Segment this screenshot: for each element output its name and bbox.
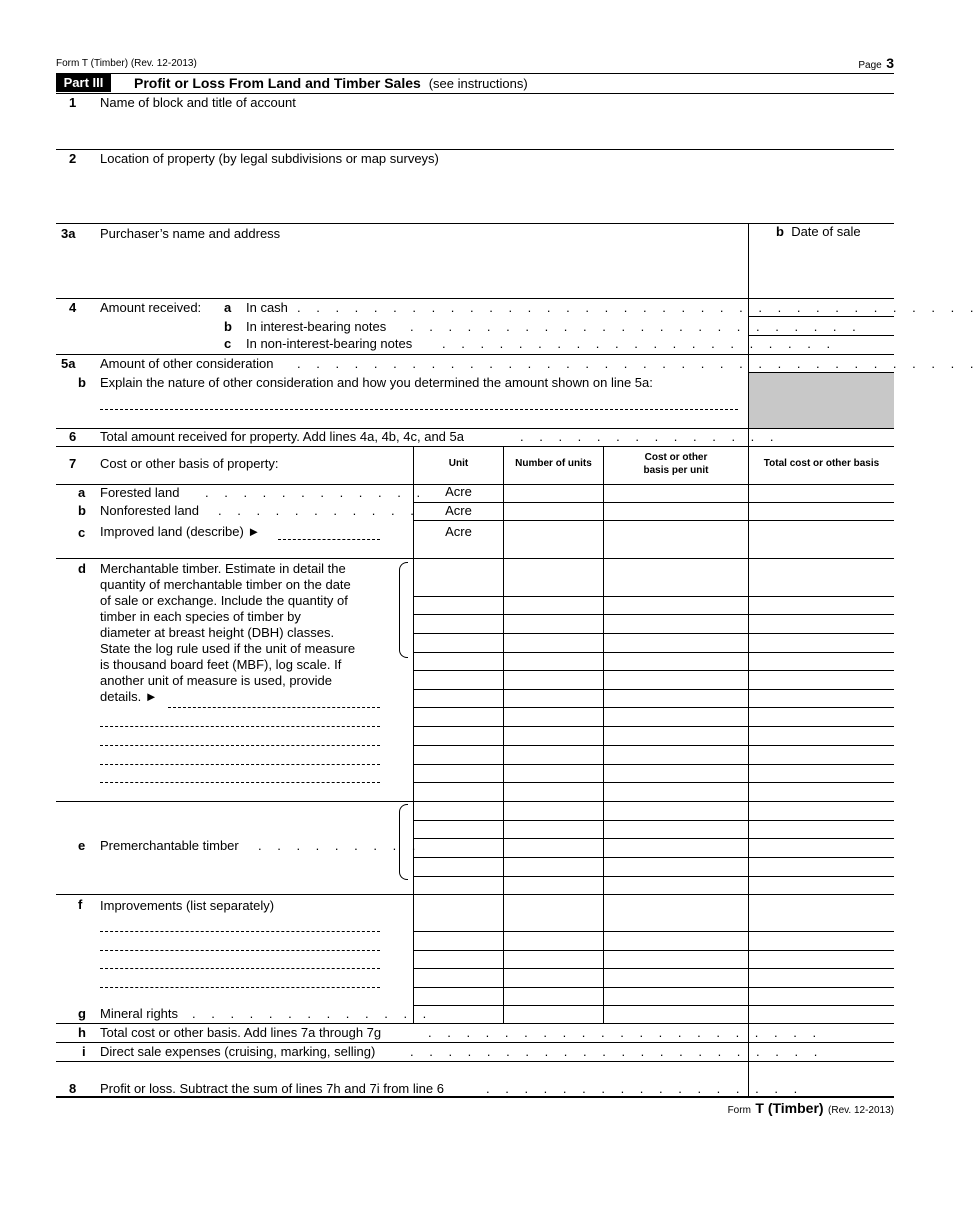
col-cost-header-line1: Cost or other [644, 452, 708, 463]
col-cost-header-line2: basis per unit [643, 465, 709, 476]
line-7d-letter: d [78, 561, 86, 576]
date-of-sale-label [776, 224, 861, 239]
line-5b-entry[interactable] [100, 409, 738, 410]
line-4c-amount[interactable] [750, 336, 893, 353]
line-5b-letter: b [78, 375, 86, 390]
line-7f-letter: f [78, 897, 83, 912]
col-number-header: Number of units [515, 458, 592, 469]
line-1-label: Name of block and title of account [100, 95, 296, 110]
line-7b-unit: Acre [445, 503, 472, 518]
line-4a-amount[interactable] [750, 299, 893, 316]
line-7c-unit: Acre [445, 524, 472, 539]
part-title [134, 75, 528, 91]
line-1-num: 1 [69, 95, 77, 110]
line-4b-dots: . . . . . . . . . . . . . . . . . . . . . . . . [410, 319, 862, 334]
line-4a-letter: a [224, 300, 232, 315]
footer-prefix: Form [727, 1105, 751, 1116]
line-2-label: Location of property (by legal subdivisions or map surveys) [100, 151, 439, 166]
line-5a-amount[interactable] [750, 355, 893, 372]
line-3b-text: Date of sale [791, 224, 861, 239]
line-7b-dots: . . . . . . . . . . . [218, 503, 420, 518]
line-7d-brace [399, 562, 408, 658]
col-cost-header [604, 451, 748, 477]
line-7f-entry-1[interactable] [100, 931, 380, 932]
line-7c-label: Improved land (describe) ► [100, 524, 261, 539]
line-7i-amount[interactable] [750, 1043, 893, 1061]
line-7d-text-6: State the log rule used if the unit of measure [100, 641, 356, 656]
line-7-num: 7 [69, 456, 77, 471]
line-7h-dots: . . . . . . . . . . . . . . . . . . . . . [428, 1025, 823, 1040]
part-title-text: Profit or Loss From Land and Timber Sales [134, 75, 421, 91]
part-note: (see instructions) [428, 76, 528, 91]
line-7c-describe[interactable] [278, 539, 380, 540]
form-id: Form T (Timber) (Rev. 12-2013) [56, 58, 197, 69]
line-4-num: 4 [69, 300, 77, 315]
line-7d-text-2: quantity of merchantable timber on the date [100, 577, 351, 592]
col-total-header: Total cost or other basis [763, 458, 880, 469]
line-4a-dots: . . . . . . . . . . . . . . . . . . . . . . . . . . . . . . . . . . . . [297, 300, 979, 315]
line-8-label: Profit or loss. Subtract the sum of lines 7h and 7i from line 6 [100, 1081, 444, 1096]
line-7a-dots: . . . . . . . . . . . . [205, 485, 427, 500]
line-7g-label: Mineral rights [100, 1006, 179, 1021]
line-7i-letter: i [82, 1044, 86, 1059]
line-7g-dots: . . . . . . . . . . . . . [192, 1006, 433, 1021]
line-7d-text-9: details. ► [100, 689, 158, 704]
line-7d-details-3[interactable] [100, 745, 380, 746]
line-3a-label: Purchaser’s name and address [100, 226, 281, 241]
line-6-dots: . . . . . . . . . . . . . . [520, 429, 780, 444]
line-7f-entry-3[interactable] [100, 968, 380, 969]
purchaser-field[interactable] [100, 243, 740, 297]
line-7d-text [100, 561, 355, 705]
line-7a-label: Forested land [100, 485, 180, 500]
line-7h-amount[interactable] [750, 1024, 893, 1042]
line-4-label: Amount received: [100, 300, 202, 315]
line-8-num: 8 [69, 1081, 77, 1096]
line-5a-num: 5a [61, 356, 76, 371]
page-number-value: 3 [886, 55, 894, 71]
line-6-label: Total amount received for property. Add lines 4a, 4b, 4c, and 5a [100, 429, 464, 444]
line-2-field[interactable] [100, 168, 890, 222]
line-7a-letter: a [78, 485, 86, 500]
footer-form-name: T (Timber) [755, 1100, 824, 1116]
line-7d-details-4[interactable] [100, 764, 380, 765]
line-7b-letter: b [78, 503, 86, 518]
line-7d-details-5[interactable] [100, 782, 380, 783]
line-7d-text-3: of sale or exchange. Include the quantity of [100, 593, 348, 608]
line-4b-label: In interest-bearing notes [246, 319, 387, 334]
line-7-label: Cost or other basis of property: [100, 456, 279, 471]
line-7d-text-1: Merchantable timber. Estimate in detail the [100, 561, 346, 576]
line-7d-text-4: timber in each species of timber by [100, 609, 301, 624]
line-4b-amount[interactable] [750, 317, 893, 334]
page-number [858, 55, 894, 73]
line-7e-letter: e [78, 838, 86, 853]
line-7d-details-2[interactable] [100, 726, 380, 727]
line-4c-label: In non-interest-bearing notes [246, 336, 413, 351]
line-7f-label: Improvements (list separately) [100, 898, 275, 913]
line-3b-letter: b [776, 224, 784, 239]
line-4b-letter: b [224, 319, 232, 334]
line-6-num: 6 [69, 429, 77, 444]
line-4c-letter: c [224, 336, 232, 351]
line-8-dots: . . . . . . . . . . . . . . . . . [486, 1081, 804, 1096]
part-tag: Part III [56, 74, 111, 92]
line-2-num: 2 [69, 151, 77, 166]
line-7a-unit: Acre [445, 484, 472, 499]
line-7e-label: Premerchantable timber [100, 838, 239, 853]
line-4c-dots: . . . . . . . . . . . . . . . . . . . . . [442, 336, 837, 351]
footer [728, 1100, 894, 1118]
line-6-amount[interactable] [750, 429, 893, 446]
line-8-amount[interactable] [750, 1062, 893, 1096]
line-7d-text-8: another unit of measure is used, provide [100, 673, 332, 688]
line-7b-label: Nonforested land [100, 503, 200, 518]
line-7h-label: Total cost or other basis. Add lines 7a through 7g [100, 1025, 382, 1040]
line-5a-label: Amount of other consideration [100, 356, 274, 371]
line-7d-text-5: diameter at breast height (DBH) classes. [100, 625, 335, 640]
line-7g-letter: g [78, 1006, 86, 1021]
line-5b-label: Explain the nature of other consideration and how you determined the amount shown on line 5a: [100, 375, 653, 390]
line-7h-letter: h [78, 1025, 86, 1040]
date-of-sale-field[interactable] [750, 243, 893, 297]
line-7f-entry-2[interactable] [100, 950, 380, 951]
footer-rev: (Rev. 12-2013) [828, 1105, 894, 1116]
line-4a-label: In cash [246, 300, 288, 315]
line-5a-dots: . . . . . . . . . . . . . . . . . . . . . . . . . . . . . . . . . . . . [297, 356, 979, 371]
line-7d-text-7: is thousand board feet (MBF), log scale. If [100, 657, 342, 672]
line-7i-dots: . . . . . . . . . . . . . . . . . . . . . . [410, 1044, 824, 1059]
line-5b-shaded [749, 373, 894, 428]
line-7f-entry-4[interactable] [100, 987, 380, 988]
line-7c-letter: c [78, 525, 86, 540]
line-3a-num: 3a [61, 226, 76, 241]
line-7i-label: Direct sale expenses (cruising, marking, selling) [100, 1044, 376, 1059]
page-label: Page [858, 60, 882, 71]
line-7d-details-1[interactable] [168, 707, 380, 708]
col-unit-header: Unit [448, 458, 469, 469]
line-1-field[interactable] [100, 112, 890, 148]
line-7e-brace [399, 804, 408, 880]
line-7e-dots: . . . . . . . . . [258, 838, 422, 853]
